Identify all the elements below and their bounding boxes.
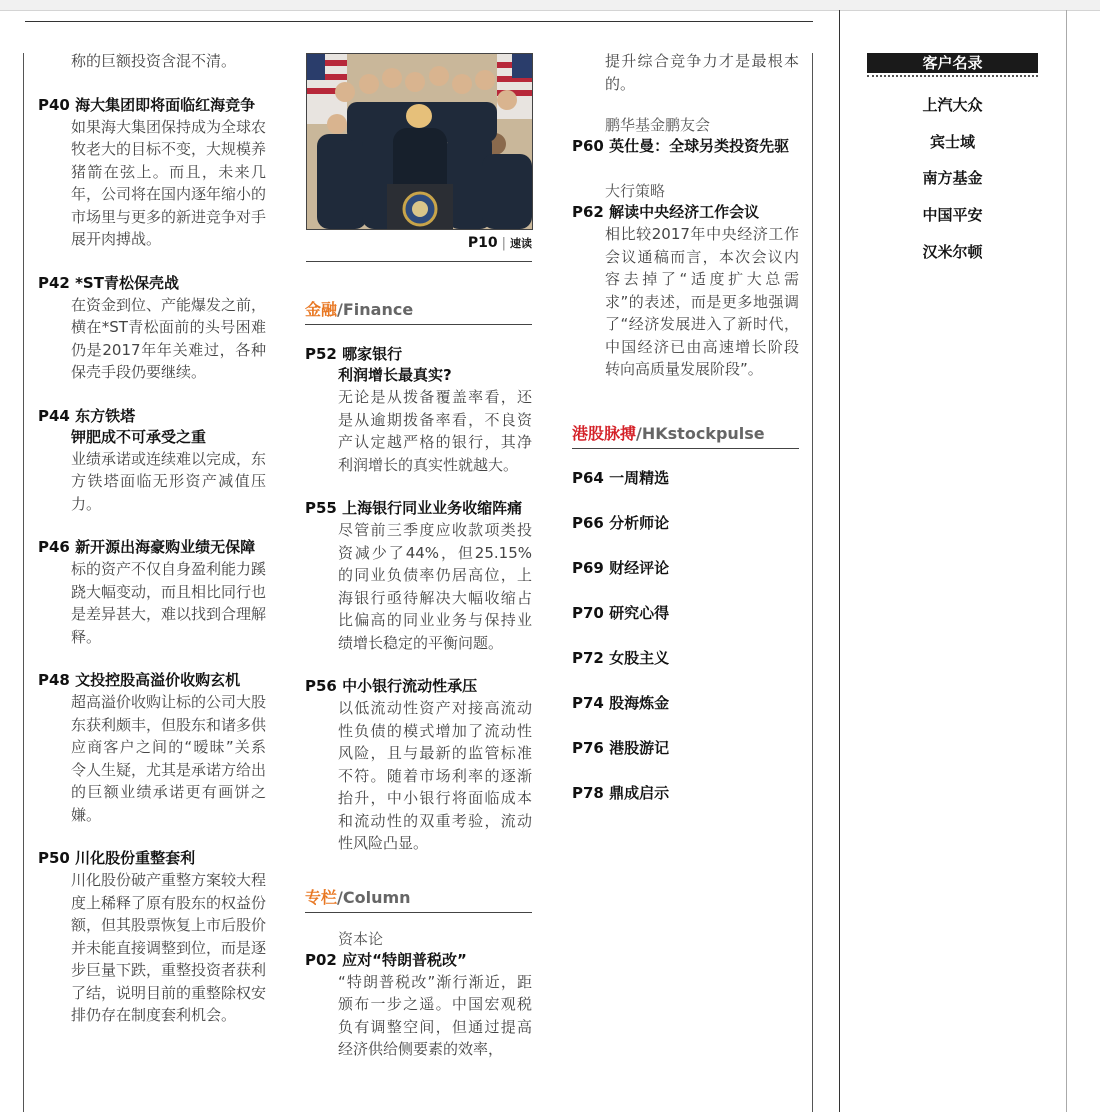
entry-subtitle: 钾肥成不可承受之重 xyxy=(71,427,207,446)
entry-summary: 川化股份破产重整方案较大程度上稀释了原有股东的权益份额，但其股票恢复上市后股价并未能直接调整到位，而是逐步巨量下跌，重整投资者获利了结，说明目前的重整除权安排仍存在制度套利机会。 xyxy=(71,871,267,1024)
toc-list-item[interactable]: P74 股海炼金 xyxy=(572,693,670,712)
toc-entry[interactable] xyxy=(38,406,266,516)
entry-title: P60 英仕曼：全球另类投资先驱 xyxy=(572,137,790,155)
column-1 xyxy=(38,50,266,1027)
top-rule xyxy=(25,21,813,22)
toc-entry[interactable] xyxy=(305,498,532,654)
entry-summary: 相比较2017年中央经济工作会议通稿而言，本次会议内容去掉了“适度扩大总需求”的表述，而是更多地强调了“经济发展进入了新时代，中国经济已由高速增长阶段转向高质量发展阶段”。 xyxy=(605,225,799,378)
entry-summary: 尽管前三季度应收款项类投资减少了44%，但25.15%的同业负债率仍居高位，上海银行亟待解决大幅收缩占比偏高的同业业务与保持业绩增长稳定的平衡问题。 xyxy=(338,521,532,652)
client-item[interactable]: 宾士域 xyxy=(929,133,975,151)
entry-title: P42 *ST青松保壳战 xyxy=(38,273,179,292)
client-item[interactable]: 中国平安 xyxy=(922,206,983,224)
entry-column-name: 大行策略 xyxy=(605,182,666,200)
entry-title: P62 解读中央经济工作会议 xyxy=(572,203,760,221)
caption-tag: 速读 xyxy=(510,237,532,250)
entry-summary: 无论是从拨备覆盖率看，还是从逾期拨备率看，不良资产认定越严格的银行，其净利润增长的真实性就越大。 xyxy=(338,388,532,474)
toc-entry[interactable] xyxy=(38,95,266,251)
toc-list-item[interactable]: P72 女股主义 xyxy=(572,648,670,667)
photo-caption: P10 | 速读 xyxy=(306,233,532,262)
entry-title: P46 新开源出海豪购业绩无保障 xyxy=(38,538,256,556)
toc-entry[interactable] xyxy=(305,676,532,855)
left-column-rule xyxy=(23,53,24,1112)
right-column-rule xyxy=(812,53,813,1112)
toc-list-item[interactable]: P66 分析师论 xyxy=(572,513,670,532)
entry-summary: 标的资产不仅自身盈利能力蹊跷大幅变动，而且相比同行也是差异甚大，难以找到合理解释。 xyxy=(71,560,267,646)
entry-title: P52 哪家银行 xyxy=(305,345,403,363)
entry-summary: 在资金到位、产能爆发之前，横在*ST青松面前的头号困难仍是2017年年关难过，各种保壳手段仍要继续。 xyxy=(71,295,267,381)
entry-title: P56 中小银行流动性承压 xyxy=(305,677,478,695)
hk-list xyxy=(572,468,799,804)
entry-summary: 业绩承诺或连续难以完成，东方铁塔面临无形资产减值压力。 xyxy=(71,449,267,513)
entry-column-name: 资本论 xyxy=(338,929,384,948)
section-header-finance: 金融/Finance xyxy=(305,299,532,325)
toc-list-item[interactable]: P69 财经评论 xyxy=(572,558,670,577)
entry-subtitle: 利润增长最真实? xyxy=(338,366,452,384)
entry-title: P50 川化股份重整套利 xyxy=(38,849,196,867)
entry-summary: “特朗普税改”渐行渐近，距颁布一步之遥。中国宏观税负有调整空间，但通过提高经济供给侧要素的效率， xyxy=(338,972,532,1058)
page-edge-rule-2 xyxy=(1066,10,1067,1112)
entry-column-name: 鹏华基金鹏友会 xyxy=(605,116,711,134)
entry-title: P44 东方铁塔 xyxy=(38,406,136,425)
entry-summary: 如果海大集团保持成为全球农牧老大的目标不变，大规模养猪箭在弦上。而且，未来几年，公司将在国内逐年缩小的市场里与更多的新进竞争对手展开肉搏战。 xyxy=(71,117,267,248)
entry-title: P55 上海银行同业业务收缩阵痛 xyxy=(305,499,523,517)
client-item[interactable]: 上汽大众 xyxy=(922,96,983,114)
toc-entry[interactable] xyxy=(305,929,532,1061)
column-2 xyxy=(305,299,532,1061)
toc-entry[interactable] xyxy=(38,670,266,826)
section-header-hkstockpulse: 港股脉搏/HKstockpulse xyxy=(572,423,799,449)
toc-entry[interactable] xyxy=(572,115,799,157)
client-directory-divider xyxy=(867,75,1038,77)
toc-entry[interactable] xyxy=(38,848,266,1027)
column-3 xyxy=(572,50,799,804)
toc-list-item[interactable]: P76 港股游记 xyxy=(572,738,670,757)
page-edge-rule xyxy=(839,10,840,1112)
entry-summary: 以低流动性资产对接高流动性负债的模式增加了流动性风险，且与最新的监管标准不符。随着市场利率的逐渐抬升，中小银行将面临成本和流动性的双重考验，流动性风险凸显。 xyxy=(338,699,532,852)
press-event-illustration xyxy=(307,54,532,229)
news-photo[interactable] xyxy=(306,53,533,230)
entry-summary: 超高溢价收购让标的公司大股东获利颇丰，但股东和诸多供应商客户之间的“暧昧”关系令人生疑，尤其是承诺方给出的巨额业绩承诺更有画饼之嫌。 xyxy=(71,693,267,824)
toc-entry[interactable] xyxy=(305,344,532,476)
entry-title: P40 海大集团即将面临红海竞争 xyxy=(38,95,256,114)
toc-list-item[interactable]: P78 鼎成启示 xyxy=(572,783,670,802)
lead-text: 提升综合竞争力才是最根本的。 xyxy=(605,52,799,93)
entry-title: P02 应对“特朗普税改” xyxy=(305,950,467,969)
caption-page: P10 xyxy=(467,235,498,251)
toc-entry[interactable] xyxy=(572,181,799,381)
client-item[interactable]: 南方基金 xyxy=(922,169,983,187)
toc-list-item[interactable]: P70 研究心得 xyxy=(572,603,670,622)
entry-title: P48 文投控股高溢价收购玄机 xyxy=(38,671,241,689)
toc-entry[interactable] xyxy=(38,273,266,384)
client-directory-title: 客户名录 xyxy=(867,53,1038,73)
section-header-column: 专栏/Column xyxy=(305,887,532,913)
toc-list-item[interactable]: P64 一周精选 xyxy=(572,468,670,487)
client-item[interactable]: 汉米尔顿 xyxy=(922,243,983,261)
top-toolbar-strip xyxy=(0,0,1100,11)
lead-text: 称的巨额投资含混不清。 xyxy=(71,52,237,70)
toc-entry[interactable] xyxy=(38,537,266,648)
